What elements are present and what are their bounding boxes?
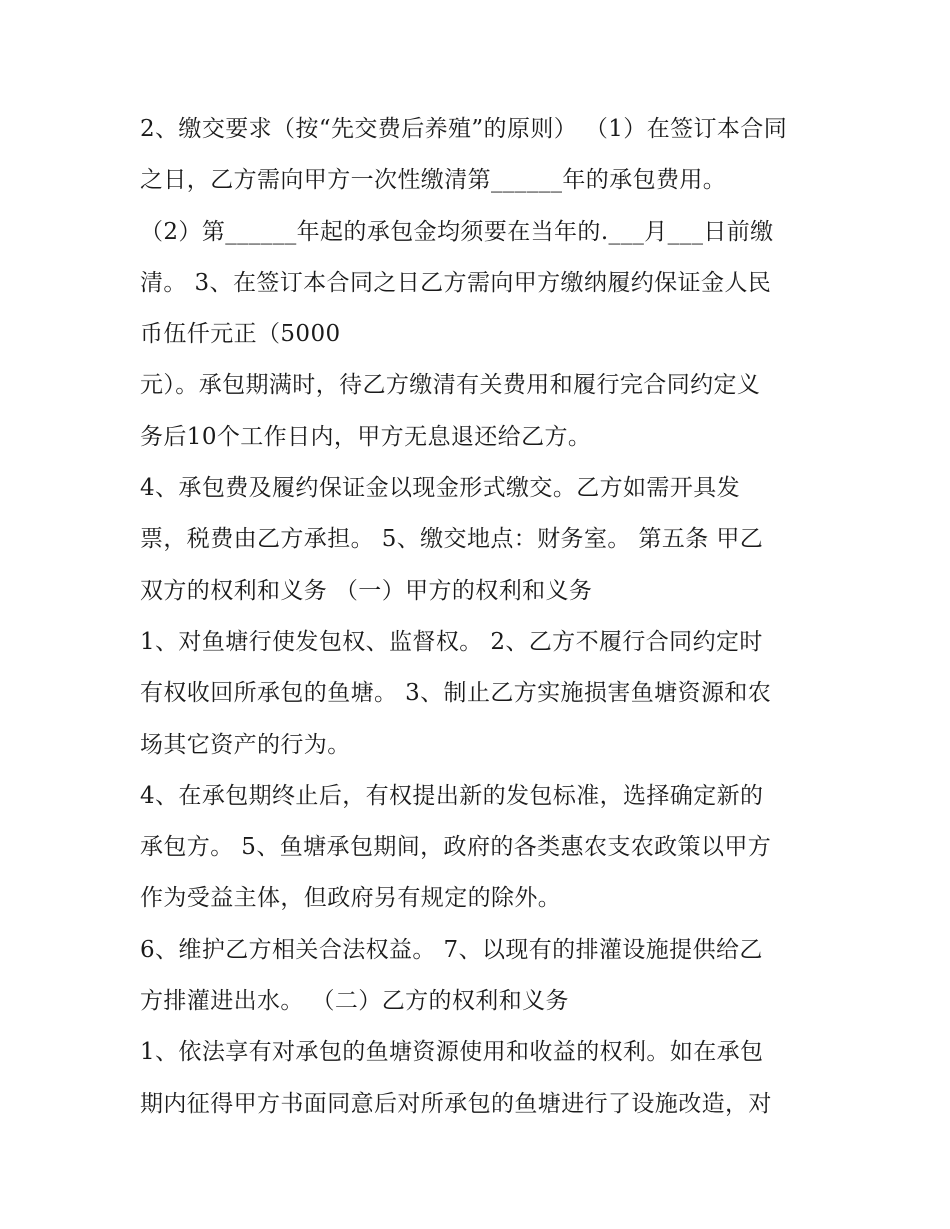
text-line-7: 务后10个工作日内，甲方无息退还给乙方。 [140,423,592,450]
text-line-6: 元）。承包期满时，待乙方缴清有关费用和履行完合同约定义 [140,372,761,399]
text-line-9: 票，税费由乙方承担。 5、缴交地点：财务室。 第五条 甲乙 [140,526,764,553]
text-line-2: 之日，乙方需向甲方一次性缴清第______年的承包费用。 [140,167,727,194]
text-line-17: 6、维护乙方相关合法权益。 7、以现有的排灌设施提供给乙 [140,936,763,963]
text-line-8: 4、承包费及履约保证金以现金形式缴交。乙方如需开具发 [140,475,741,502]
contract-text-body [140,104,820,1130]
text-line-18: 方排灌进出水。 （二）乙方的权利和义务 [140,988,569,1015]
text-line-14: 4、在承包期终止后，有权提出新的发包标准，选择确定新的 [140,782,764,809]
text-line-13: 场其它资产的行为。 [140,731,351,758]
text-line-10: 双方的权利和义务 （一）甲方的权利和义务 [140,577,593,604]
text-line-3: （2）第______年起的承包金均须要在当年的.___月___日前缴 [140,218,774,245]
text-line-20: 期内征得甲方书面同意后对所承包的鱼塘进行了设施改造，对 [140,1090,772,1117]
text-line-11: 1、对鱼塘行使发包权、监督权。 2、乙方不履行合同约定时 [140,628,763,655]
text-line-16: 作为受益主体，但政府另有规定的除外。 [140,885,562,912]
text-line-4: 清。 3、在签订本合同之日乙方需向甲方缴纳履约保证金人民 [140,269,772,296]
text-line-19: 1、依法享有对承包的鱼塘资源使用和收益的权利。如在承包 [140,1039,764,1066]
text-line-5: 币伍仟元正（5000 [140,321,341,348]
text-line-12: 有权收回所承包的鱼塘。 3、制止乙方实施损害鱼塘资源和农 [140,680,772,707]
text-line-15: 承包方。 5、鱼塘承包期间，政府的各类惠农支农政策以甲方 [140,834,772,861]
text-line-1: 2、缴交要求（按“先交费后养殖”的原则） （1）在签订本合同 [140,116,788,142]
